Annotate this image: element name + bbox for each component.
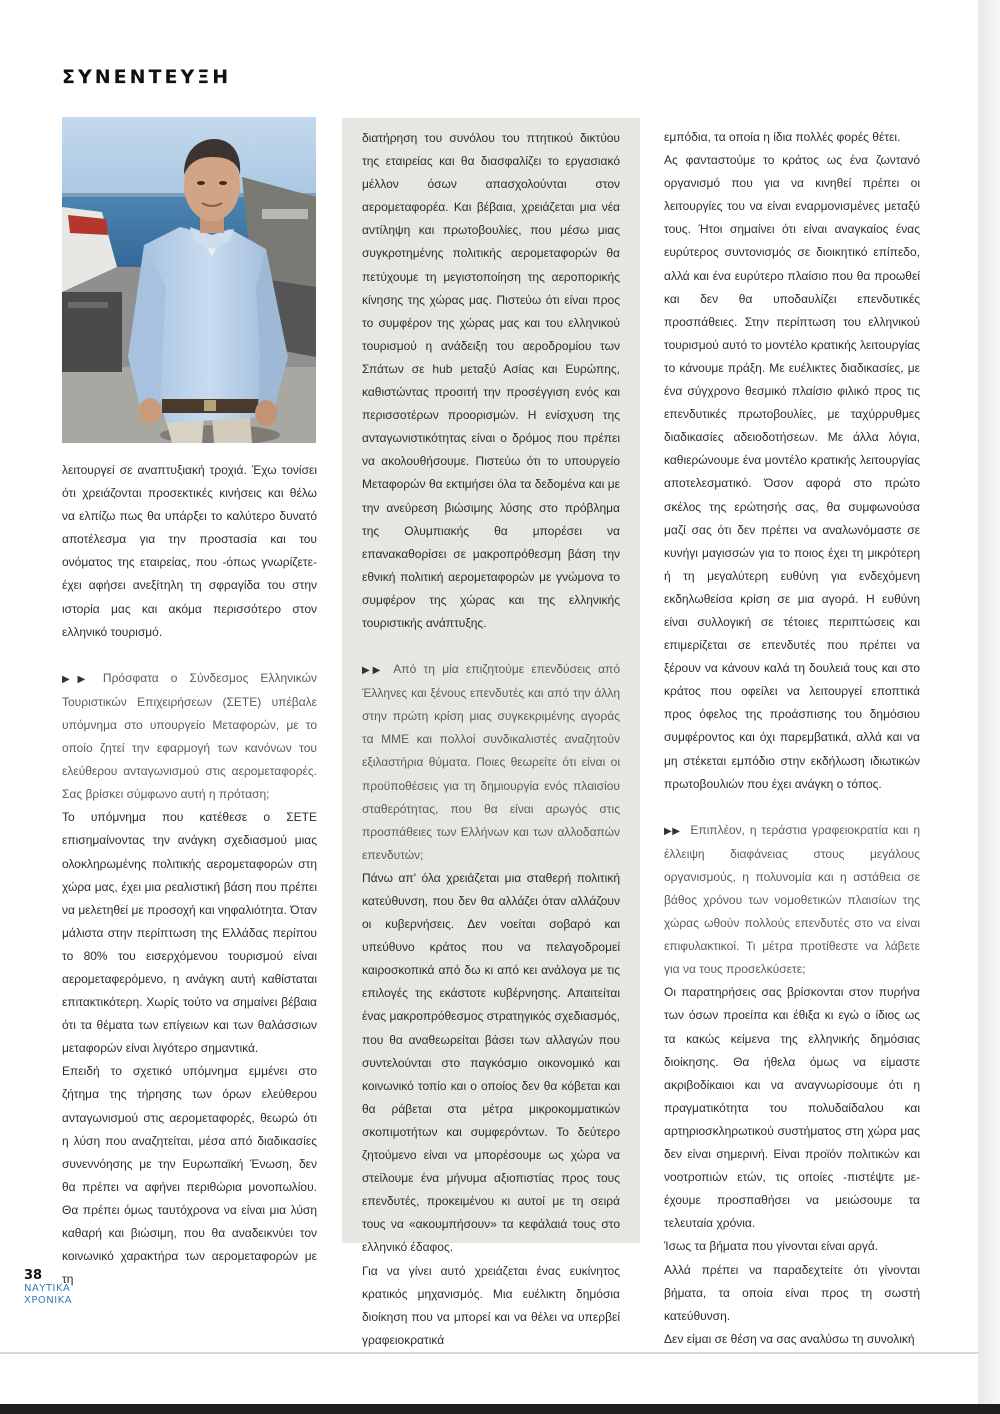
question-arrows-icon: ▶▶ xyxy=(664,825,681,837)
answer-paragraph: Ίσως τα βήματα που γίνονται είναι αργά. xyxy=(664,1239,879,1254)
answer-paragraph: Πάνω απ' όλα χρειάζεται μια σταθερή πολιτική κατεύθυνση, που δεν θα αλλάζει όταν αλλάζουν οι κυβερνήσεις. Δεν νοείται σοβαρό και υπεύθυνο κράτος που να πελαγοδρομεί καιροσκοπικά από δω κι από κει ανάλογα με τις επιλογές της εκάστοτε κυβέρνησης. Απαιτείται ένας μακροπρόθεσμος στρατηγικός σχεδιασμός, που θα αναθεωρείται βάσει των αλλαγών που συντελούνται στο παγκόσμιο οικονομικό και κοινωνικό τοπίο και ο οποίος δεν θα κόβεται και θα ράβεται στα μέτρα μικροκομματικών σκοπιμοτήτων και συμφερόντων. Το δεύτερο ζητούμενο είναι να μπορέσουμε ως χώρα να στείλουμε ένα μήνυμα αξιοπιστίας προς τους επενδυτές, προκειμένου κι αυτοί με τη σειρά τους να «ακουμπήσουν» τα κεφάλαιά τους στο ελληνικό έδαφος. xyxy=(362,870,620,1255)
answer-paragraph: Οι παρατηρήσεις σας βρίσκονται στον πυρήνα των όσων προείπα και έθιξα κι εγώ ο ίδιος ως τα κακώς κείμενα της ελληνικής δημόσιας διοίκησης. Θα ήθελα όμως να είμαστε ακριβοδίκαιοι και να αναγνωρίσουμε ότι η πραγματικότητα του πολυδαίδαλου και αρτηριοσκληρωτικού συστήματος στη χώρα μας δεν είναι σημερινή. Είναι προϊόν πολιτικών και νοοτροπιών ετών, τις οποίες -πιστέψτε με- έχουμε προσπαθήσει να μειώσουμε τα τελευταία χρόνια. xyxy=(664,985,920,1231)
interview-question xyxy=(362,658,620,867)
answer-paragraph: διατήρηση του συνόλου του πτητικού δικτύου της εταιρείας και θα διασφαλίζει το εργασιακό μέλλον όσων απασχολούνται στον αερομεταφορέα. Και βέβαια, χρειάζεται μια νέα αντίληψη και πρωτοβουλίες, που μέσω μιας συγκροτημένης πολιτικής αερομεταφορών θα πετύχουμε τη μεγιστοποίηση της αεροπορικής κίνησης της χώρας μας. Πιστεύω ότι είναι προς το συμφέρον της χώρας μας και του ελληνικού τουρισμού η ανάδειξη του αεροδρομίου των Σπάτων σε hub μεταξύ Ασίας και Ευρώπης, καθιστώντας προσιτή την προσέγγιση ενός και περισσοτέρων προορισμών. Η ενίσχυση της ανταγωνιστικότητας είναι ο δρόμος που πρέπει να ακολουθήσουμε. Πιστεύω ότι το υπουργείο Μεταφορών θα εκτιμήσει όλα τα δεδομένα και με την ανεύρεση βιώσιμης λύσης στο πρόβλημα της Ολυμπιακής θα μπορέσει να επανακαθορίσει σε μακροπρόθεσμη βάση την εθνική πολιτική αερομεταφορών με γνώμονα το συμφέρον της χώρας και της ελληνικής τουριστικής ανάπτυξης. xyxy=(362,131,620,630)
answer-paragraph: Επειδή το σχετικό υπόμνημα εμμένει στο ζήτημα της τήρησης των όρων ελεύθερου ανταγωνισμού στις αερομεταφορές, θεωρώ ότι η λύση που αναζητείται, μέσα από διαδικασίες συνεννόησης με την Ευρωπαϊκή Ένωση, δεν θα πρέπει να αφήνει περιθώρια μονοπωλίου. Θα πρέπει όμως ταυτόχρονα να είναι μια λύση καθαρή και βιώσιμη, που θα αναδεικνύει τον κοινωνικό χαρακτήρα των αερομεταφορών με τη xyxy=(62,1064,317,1287)
question-arrows-icon: ▶▶ xyxy=(362,665,384,677)
bottom-divider xyxy=(0,1352,978,1354)
answer-paragraph: Για να γίνει αυτό χρειάζεται ένας ευκίνητος κρατικός μηχανισμός. Μια ευέλικτη δημόσια διοίκηση που να μπορεί και να θέλει να υπερβεί γραφειοκρατικά xyxy=(362,1263,620,1347)
answer-paragraph: Δεν είμαι σε θέση να σας αναλύσω τη συνολική xyxy=(664,1331,915,1346)
page-folio xyxy=(24,1268,72,1307)
answer-paragraph: λειτουργεί σε αναπτυξιακή τροχιά. Έχω τονίσει ότι χρειάζονται προσεκτικές κινήσεις και θέλω να ελπίζω πως θα υπάρξει το καλύτερο δυνατό αποτέλεσμα για την προστασία και του ονόματος της εταιρείας, που -όπως γνωρίζετε- έχει αφήσει ανεξίτηλη τη σφραγίδα του στην ιστορία μας και ακόμα περισσότερο στον ελληνικό τουρισμό. xyxy=(62,463,317,639)
bottom-edge-band xyxy=(0,1404,1000,1414)
text-column-2-shaded xyxy=(342,118,640,1347)
text-column-3 xyxy=(664,126,920,1351)
answer-paragraph: Αλλά πρέπει να παραδεχτείτε ότι γίνονται βήματα, τα οποία είναι προς τη σωστή κατεύθυνση. xyxy=(664,1262,920,1323)
question-text: Από τη μία επιζητούμε επενδύσεις από Έλληνες και ξένους επενδυτές και από την άλλη στην πρώτη κρίση μιας συγκεκριμένης αγοράς τα ΜΜΕ και πολλοί συνδικαλιστές αναζητούν εξιλαστήρια θύματα. Ποιες θεωρείτε ότι είναι οι προϋποθέσεις για τη δημιουργία ενός πλαισίου σταθερότητας, που θα είναι αρωγός στις προσπάθειες των Ελλήνων και των αλλοδαπών επενδυτών; xyxy=(362,662,620,862)
section-title: ΣΥΝΕΝΤΕΥΞΗ xyxy=(62,66,232,88)
interviewee-photo xyxy=(62,117,316,443)
magazine-name-line2: ΧΡΟΝΙΚΑ xyxy=(24,1295,73,1306)
text-column-1 xyxy=(62,459,317,1291)
interview-question xyxy=(62,667,317,807)
answer-paragraph: εμπόδια, τα οποία η ίδια πολλές φορές θέτει. xyxy=(664,130,901,144)
page-number: 38 xyxy=(24,1268,43,1283)
question-text: Επιπλέον, η τεράστια γραφειοκρατία και η έλλειψη διαφάνειας στους μεγάλους οργανισμούς, η πολυνομία και η αστάθεια σε βάθος χρόνου των νομοθετικών πλαισίων της χώρας ωθούν πολλούς επενδυτές στο να είναι επιφυλακτικοί. Τι μέτρα προτίθεστε να λάβετε για να τους προσελκύσετε; xyxy=(664,822,920,977)
magazine-name-line1: ΝΑΥΤΙΚΑ xyxy=(24,1283,71,1294)
answer-paragraph: Το υπόμνημα που κατέθεσε ο ΣΕΤΕ επισημαίνοντας την ανάγκη σχεδιασμού μιας ολοκληρωμένης πολιτικής αερομεταφορών στη χώρα μας, έχει μια ρεαλιστική βάση που πρέπει να μελετηθεί με προσοχή και νηφαλιότητα. Όταν μάλιστα στην περίπτωση της Ελλάδας περίπου το 80% του εισερχόμενου τουρισμού είναι αερομεταφερόμενο, η ανάγκη αυτή καθίσταται επιτακτικότερη. Χωρίς τούτο να σημαίνει βέβαια ότι τα θέματα των επίγειων και των θαλάσσιων μεταφορών είναι λιγότερο σημαντικά. xyxy=(62,810,317,1056)
page-spine-shadow xyxy=(978,0,1000,1414)
question-arrows-icon: ▶▶ xyxy=(62,673,93,685)
question-text: Πρόσφατα ο Σύνδεσμος Ελληνικών Τουριστικών Επιχειρήσεων (ΣΕΤΕ) υπέβαλε υπόμνημα στο υπουργείο Μεταφορών, με το οποίο ζητεί την εφαρμογή των κανόνων του ελεύθερου ανταγωνισμού στις αερομεταφορές. Σας βρίσκει σύμφωνο αυτή η πρόταση; xyxy=(62,670,318,802)
interview-question xyxy=(664,819,920,982)
answer-paragraph: Ας φανταστούμε το κράτος ως ένα ζωντανό οργανισμό που για να κινηθεί πρέπει οι λειτουργίες του να είναι εναρμονισμένες μεταξύ τους. Ήτοι σημαίνει ότι είναι αναγκαίος ένας ευρύτερος συντονισμός σε διοικητικό επίπεδο, αλλά και ένα ευρύτερο πλαίσιο που θα προωθεί και δεν θα υποδαυλίζει επενδυτικές προσπάθειες. Στην περίπτωση του ελληνικού τουρισμού αυτό το μοντέλο κρατικής λειτουργίας το κάνουμε πράξη. Με ευέλικτες διαδικασίες, με ένα σύγχρονο θεσμικό πλαίσιο φιλικό προς τις επενδυτικές πρωτοβουλίες, με ταχύρρυθμες διαδικασίες αδειοδοτήσεων. Με άλλα λόγια, καθιερώνουμε ένα μοντέλο κρατικής λειτουργίας αποτελεσματικό. Όσον αφορά στο πρώτο σκέλος της ερώτησής σας, θα συμφωνούσα μαζί σας ότι δεν πρέπει να αναλωνόμαστε σε κυνήγι μαγισσών για το ποιος έχει τη μικρότερη ή τη μεγαλύτερη ευθύνη για ενδεχόμενη εκδηλωθείσα κρίση σε μια αγορά. Η ευθύνη είναι συλλογική σε τέτοιες περιπτώσεις και επιμερίζεται σε επενδυτές που πρέπει να ξέρουν να κάνουν καλά τη δουλειά τους και στο κράτος που οφείλει να λειτουργεί εποπτικά προς όφελος της προάσπισης του δημόσιου συμφέροντος και όχι παρεμβατικά, αλλά και να μη στέκεται εμπόδιο στην εκδήλωση ιδιωτικών πρωτοβουλιών που έχει ανάγκη ο τόπος. xyxy=(664,153,920,791)
